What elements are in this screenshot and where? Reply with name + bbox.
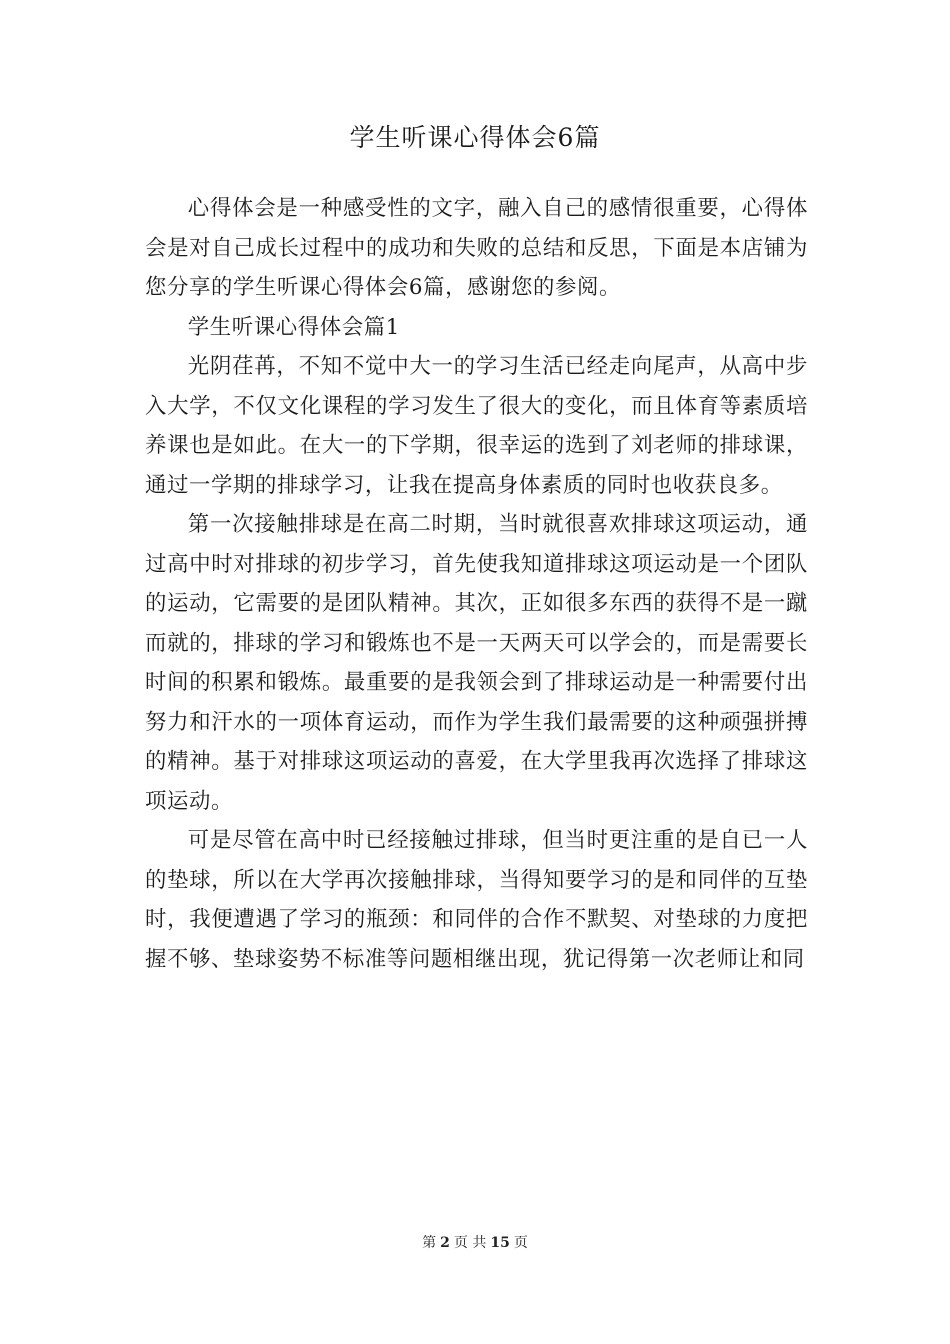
page-footer	[0, 1232, 950, 1252]
paragraph-intro: 心得体会是一种感受性的文字，融入自己的感情很重要，心得体会是对自己成长过程中的成功和失败的总结和反思，下面是本店铺为您分享的学生听课心得体会6篇，感谢您的参阅。	[145, 196, 808, 300]
document-title: 学生听课心得体会6篇	[349, 123, 601, 152]
section-heading: 学生听课心得体会篇1	[187, 314, 400, 340]
footer-suffix: 页	[513, 1235, 528, 1251]
paragraph: 可是尽管在高中时已经接触过排球，但当时更注重的是自已一人的垫球，所以在大学再次接触排球，当得知要学习的是和同伴的互垫时，我便遭遇了学习的瓶颈：和同伴的合作不默契、对垫球的力度把握不够、垫球姿势不标准等问题相继出现，犹记得第一次老师让和同	[145, 828, 808, 972]
document-body	[145, 189, 808, 979]
total-pages-number: 15	[490, 1235, 510, 1251]
footer-middle: 页 共	[453, 1235, 487, 1251]
paragraph: 第一次接触排球是在高二时期，当时就很喜欢排球这项运动，通过高中时对排球的初步学习，首先使我知道排球这项运动是一个团队的运动，它需要的是团队精神。其次，正如很多东西的获得不是一蹴而就的，排球的学习和锻炼也不是一天两天可以学会的，而是需要长时间的积累和锻炼。最重要的是我领会到了排球运动是一种需要付出努力和汗水的一项体育运动，而作为学生我们最需要的这种顽强拼搏的精神。基于对排球这项运动的喜爱，在大学里我再次选择了排球这项运动。	[145, 512, 808, 814]
current-page-number: 2	[440, 1235, 450, 1251]
footer-prefix: 第	[422, 1235, 437, 1251]
paragraph: 光阴荏苒，不知不觉中大一的学习生活已经走向尾声，从高中步入大学，不仅文化课程的学习发生了很大的变化，而且体育等素质培养课也是如此。在大一的下学期，很幸运的选到了刘老师的排球课，通过一学期的排球学习，让我在提高身体素质的同时也收获良多。	[145, 354, 808, 498]
